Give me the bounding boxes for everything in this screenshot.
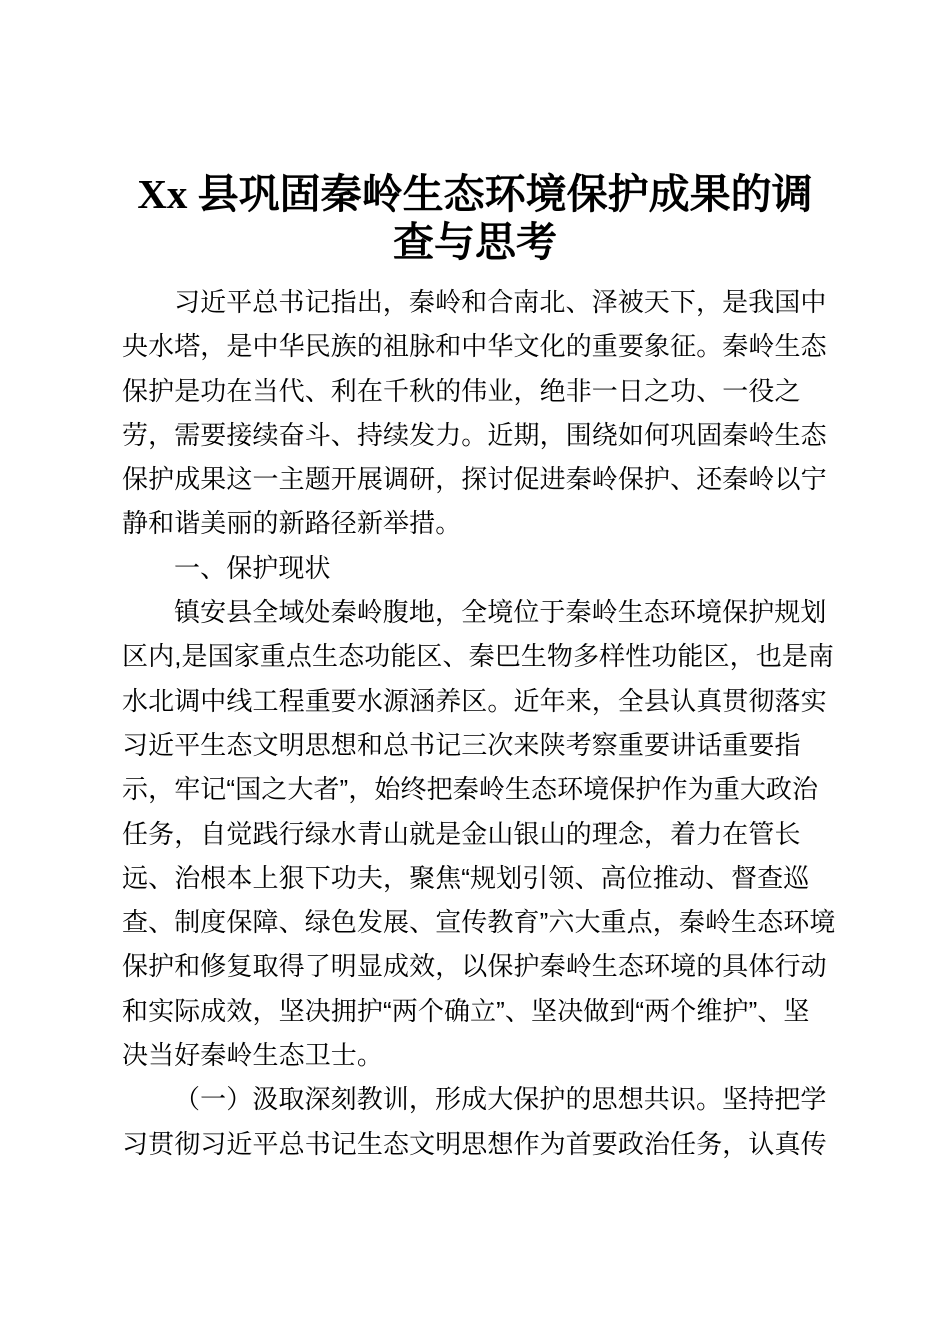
document-body bbox=[122, 280, 836, 1166]
text-line: 央水塔，是中华民族的祖脉和中华文化的重要象征。秦岭生态 bbox=[122, 331, 827, 362]
document-title-line-1: Xx 县巩固秦岭生态环境保护成果的调 bbox=[137, 171, 813, 217]
text-line: （一）汲取深刻教训，形成大保护的思想共识。坚持把学 bbox=[174, 1084, 827, 1115]
document-title bbox=[122, 170, 828, 266]
text-line: 查、制度保障、绿色发展、宣传教育”六大重点，秦岭生态环境 bbox=[122, 907, 836, 938]
text-line: 区内,是国家重点生态功能区、秦巴生物多样性功能区，也是南 bbox=[122, 641, 835, 672]
text-line: 保护成果这一主题开展调研，探讨促进秦岭保护、还秦岭以宁 bbox=[122, 464, 827, 495]
text-line: 习近平总书记指出，秦岭和合南北、泽被天下，是我国中 bbox=[174, 287, 827, 317]
section-heading: 一、保护现状 bbox=[174, 552, 331, 583]
text-line: 保护和修复取得了明显成效，以保护秦岭生态环境的具体行动 bbox=[122, 951, 827, 982]
text-line: 和实际成效，坚决拥护“两个确立”、坚决做到“两个维护”、坚 bbox=[122, 995, 810, 1026]
text-line: 示，牢记“国之大者”，始终把秦岭生态环境保护作为重大政治 bbox=[122, 774, 819, 805]
text-line: 任务，自觉践行绿水青山就是金山银山的理念，着力在管长 bbox=[122, 818, 801, 849]
text-line: 静和谐美丽的新路径新举措。 bbox=[122, 508, 462, 539]
text-line: 镇安县全域处秦岭腹地，全境位于秦岭生态环境保护规划 bbox=[174, 597, 827, 628]
text-line: 劳，需要接续奋斗、持续发力。近期，围绕如何巩固秦岭生态 bbox=[122, 419, 827, 450]
text-line: 决当好秦岭生态卫士。 bbox=[122, 1040, 384, 1071]
text-line: 习近平生态文明思想和总书记三次来陕考察重要讲话重要指 bbox=[122, 729, 801, 760]
text-line: 远、治根本上狠下功夫，聚焦“规划引领、高位推动、督查巡 bbox=[122, 862, 810, 893]
document-title-line-2: 查与思考 bbox=[393, 219, 557, 265]
text-line: 习贯彻习近平总书记生态文明思想作为首要政治任务，认真传 bbox=[122, 1128, 827, 1159]
text-line: 保护是功在当代、利在千秋的伟业，绝非一日之功、一役之 bbox=[122, 375, 801, 406]
text-line: 水北调中线工程重要水源涵养区。近年来，全县认真贯彻落实 bbox=[122, 685, 827, 716]
